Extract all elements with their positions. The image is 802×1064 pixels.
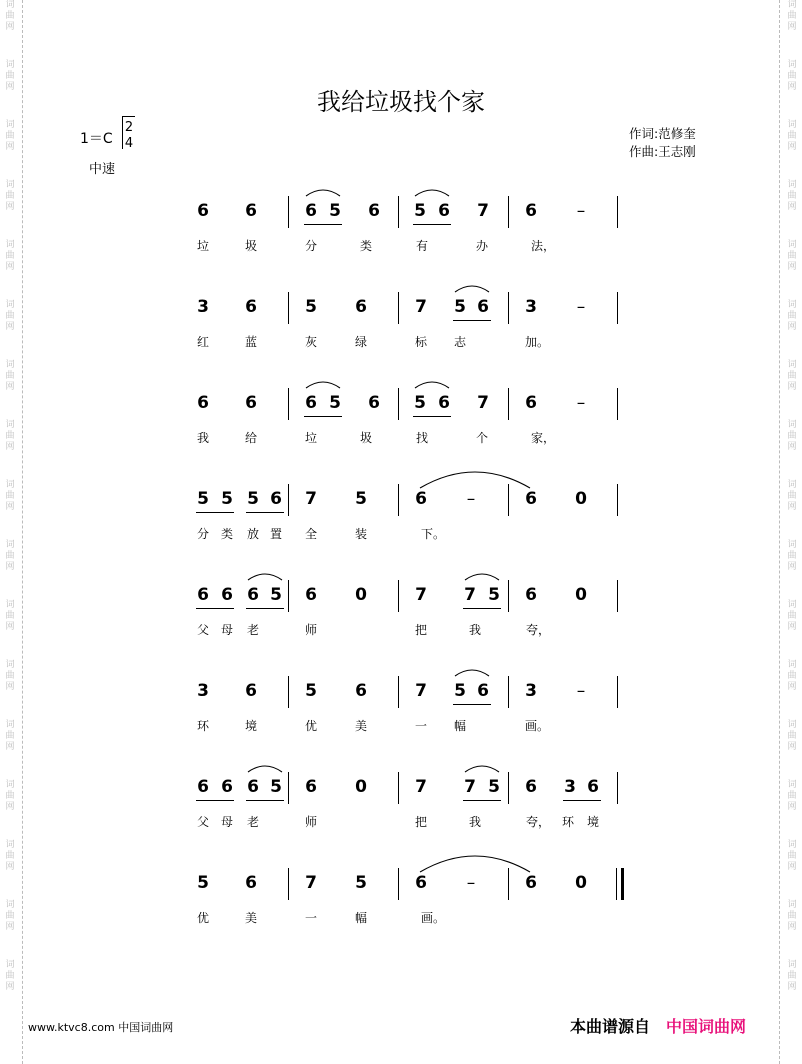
system-3 xyxy=(0,392,802,472)
lyric: 环 xyxy=(561,815,574,829)
note: 5 xyxy=(305,681,317,701)
note: 5 xyxy=(270,777,282,797)
barline xyxy=(288,676,289,708)
note: 5 xyxy=(355,873,367,893)
watermark-text: 词 曲 网 xyxy=(787,900,797,932)
note: 6 xyxy=(270,489,282,509)
note: 7 xyxy=(464,777,476,797)
lyric: 师 xyxy=(304,623,317,637)
underline xyxy=(246,608,284,609)
lyric: 境 xyxy=(244,719,257,733)
barline xyxy=(398,388,399,420)
note-dash: – xyxy=(576,201,586,221)
slur xyxy=(415,190,449,196)
lyric: 美 xyxy=(244,911,257,925)
note: 0 xyxy=(355,777,367,797)
underline xyxy=(453,704,491,705)
underline xyxy=(246,800,284,801)
barline xyxy=(617,292,618,324)
lyric: 圾 xyxy=(244,239,257,253)
underline xyxy=(304,224,342,225)
watermark-text: 词 曲 网 xyxy=(787,300,797,332)
lyric: 蓝 xyxy=(244,335,257,349)
barline xyxy=(508,580,509,612)
note: 7 xyxy=(464,585,476,605)
underline xyxy=(463,608,501,609)
watermark-text: 词 曲 网 xyxy=(787,960,797,992)
barline xyxy=(398,580,399,612)
note: 5 xyxy=(488,585,500,605)
watermark-text: 词 曲 网 xyxy=(787,420,797,452)
time-signature-bottom: 4 xyxy=(124,136,134,151)
slur xyxy=(306,382,340,388)
watermark-text: 词 曲 网 xyxy=(5,60,15,92)
note-dash: – xyxy=(576,393,586,413)
note: 6 xyxy=(587,777,599,797)
watermark-text: 词 曲 网 xyxy=(787,240,797,272)
lyric: 找 xyxy=(415,431,428,445)
underline xyxy=(304,416,342,417)
lyric: 父 xyxy=(196,815,209,829)
note: 0 xyxy=(575,489,587,509)
footer-source xyxy=(570,1014,746,1037)
note: 6 xyxy=(197,777,209,797)
lyric: 灰 xyxy=(304,335,317,349)
watermark-text: 词 曲 网 xyxy=(787,660,797,692)
system-6 xyxy=(0,680,802,760)
slur xyxy=(455,286,489,292)
system-7 xyxy=(0,776,802,856)
barline xyxy=(288,868,289,900)
lyric: 我 xyxy=(196,431,209,445)
note: 5 xyxy=(305,297,317,317)
watermark-text: 词 曲 网 xyxy=(5,300,15,332)
lyric: 全 xyxy=(304,527,317,541)
note: 5 xyxy=(355,489,367,509)
tie xyxy=(420,856,530,872)
watermark-text: 词 曲 网 xyxy=(787,480,797,512)
watermark-text: 词 曲 网 xyxy=(787,780,797,812)
barline xyxy=(508,292,509,324)
lyric: 下。 xyxy=(421,527,446,541)
composer-credit: 作曲:王志刚 xyxy=(629,144,696,159)
lyric: 幅 xyxy=(354,911,367,925)
barline xyxy=(398,676,399,708)
time-signature xyxy=(122,120,136,152)
note: 5 xyxy=(197,873,209,893)
note: 7 xyxy=(477,393,489,413)
barline xyxy=(288,772,289,804)
barline xyxy=(617,388,618,420)
underline xyxy=(246,512,284,513)
lyric: 一 xyxy=(414,719,427,733)
lyric: 办 xyxy=(475,239,488,253)
note: 6 xyxy=(221,777,233,797)
note: 7 xyxy=(415,585,427,605)
barline xyxy=(508,388,509,420)
watermark-text: 词 曲 网 xyxy=(5,360,15,392)
note: 6 xyxy=(245,681,257,701)
barline xyxy=(288,388,289,420)
lyric: 母 xyxy=(220,815,233,829)
underline xyxy=(413,224,451,225)
barline xyxy=(288,196,289,228)
note: 7 xyxy=(305,873,317,893)
note: 5 xyxy=(414,201,426,221)
underline xyxy=(463,800,501,801)
note: 6 xyxy=(477,681,489,701)
watermark-text: 词 曲 网 xyxy=(5,900,15,932)
lyric: 分 xyxy=(304,239,317,253)
note: 5 xyxy=(488,777,500,797)
note: 3 xyxy=(525,681,537,701)
barline xyxy=(617,580,618,612)
lyric: 圾 xyxy=(359,431,372,445)
note: 6 xyxy=(525,489,537,509)
watermark-text: 词 曲 网 xyxy=(5,720,15,752)
key-signature: 1＝C xyxy=(80,131,113,147)
barline xyxy=(508,196,509,228)
note: 6 xyxy=(415,873,427,893)
system-2 xyxy=(0,296,802,376)
lyric: 父 xyxy=(196,623,209,637)
lyric: 优 xyxy=(304,719,317,733)
slur xyxy=(415,382,449,388)
note: 7 xyxy=(415,777,427,797)
barline xyxy=(288,484,289,516)
underline xyxy=(196,608,234,609)
barline xyxy=(398,292,399,324)
lyric: 标 xyxy=(414,335,427,349)
watermark-text: 词 曲 网 xyxy=(5,120,15,152)
watermark-text: 词 曲 网 xyxy=(787,600,797,632)
slur xyxy=(465,766,499,772)
slur xyxy=(465,574,499,580)
note: 6 xyxy=(247,777,259,797)
note: 0 xyxy=(575,873,587,893)
system-8 xyxy=(0,872,802,952)
barline xyxy=(398,772,399,804)
note: 5 xyxy=(414,393,426,413)
note: 5 xyxy=(454,297,466,317)
lyric: 给 xyxy=(244,431,257,445)
lyric: 绿 xyxy=(354,335,367,349)
watermark-text: 词 曲 网 xyxy=(787,840,797,872)
system-5 xyxy=(0,584,802,664)
time-signature-top: 2 xyxy=(124,120,134,135)
underline xyxy=(196,512,234,513)
watermark-text: 词 曲 网 xyxy=(5,660,15,692)
watermark-text: 词 曲 网 xyxy=(787,720,797,752)
note: 7 xyxy=(415,681,427,701)
watermark-text: 词 曲 网 xyxy=(5,180,15,212)
song-title: 我给垃圾找个家 xyxy=(317,88,485,116)
barline xyxy=(508,676,509,708)
note: 6 xyxy=(525,393,537,413)
note: 7 xyxy=(477,201,489,221)
note: 6 xyxy=(477,297,489,317)
note: 6 xyxy=(415,489,427,509)
lyric: 志 xyxy=(453,335,466,349)
footer-url: www.ktvc8.com 中国词曲网 xyxy=(28,1021,174,1034)
lyric: 老 xyxy=(246,815,259,829)
lyric: 我 xyxy=(468,815,481,829)
lyric: 老 xyxy=(246,623,259,637)
barline xyxy=(617,676,618,708)
watermark-text: 词 曲 网 xyxy=(5,480,15,512)
tie xyxy=(420,472,530,488)
underline xyxy=(563,800,601,801)
lyric: 美 xyxy=(354,719,367,733)
note: 6 xyxy=(197,585,209,605)
lyric: 置 xyxy=(269,527,282,541)
lyric: 法， xyxy=(531,239,556,253)
note: 6 xyxy=(368,393,380,413)
barline xyxy=(508,484,509,516)
underline xyxy=(413,416,451,417)
lyric: 类 xyxy=(220,527,233,541)
note: 6 xyxy=(438,201,450,221)
note: 7 xyxy=(415,297,427,317)
lyric: 红 xyxy=(196,335,209,349)
lyric: 装 xyxy=(354,527,367,541)
note: 3 xyxy=(197,297,209,317)
lyric: 类 xyxy=(359,239,372,253)
note: 6 xyxy=(525,585,537,605)
note-dash: – xyxy=(466,873,476,893)
lyric: 境 xyxy=(586,815,599,829)
system-4 xyxy=(0,488,802,568)
note: 3 xyxy=(525,297,537,317)
lyric: 有 xyxy=(415,239,428,253)
tempo-marking: 中速 xyxy=(89,162,116,177)
note: 5 xyxy=(197,489,209,509)
note: 5 xyxy=(454,681,466,701)
lyric: 垃 xyxy=(196,239,209,253)
note: 6 xyxy=(305,777,317,797)
note: 6 xyxy=(245,297,257,317)
note: 5 xyxy=(247,489,259,509)
underline xyxy=(453,320,491,321)
slur xyxy=(306,190,340,196)
lyric: 个 xyxy=(475,431,488,445)
barline xyxy=(617,196,618,228)
final-barline xyxy=(616,868,624,900)
lyric: 优 xyxy=(196,911,209,925)
watermark-text: 词 曲 网 xyxy=(787,540,797,572)
lyric: 我 xyxy=(468,623,481,637)
watermark-text: 词 曲 网 xyxy=(5,420,15,452)
note: 6 xyxy=(355,297,367,317)
slur xyxy=(455,670,489,676)
lyric: 把 xyxy=(414,623,427,637)
note: 6 xyxy=(525,777,537,797)
lyric: 母 xyxy=(220,623,233,637)
note-dash: – xyxy=(576,297,586,317)
note: 6 xyxy=(247,585,259,605)
note: 6 xyxy=(368,201,380,221)
lyric: 分 xyxy=(196,527,209,541)
watermark-text: 词 曲 网 xyxy=(5,780,15,812)
slur xyxy=(248,766,282,772)
note: 5 xyxy=(221,489,233,509)
watermark-text: 词 曲 网 xyxy=(787,120,797,152)
barline xyxy=(617,484,618,516)
lyric: 师 xyxy=(304,815,317,829)
note: 6 xyxy=(525,873,537,893)
note: 6 xyxy=(305,201,317,221)
lyricist-credit: 作词:范修奎 xyxy=(629,126,696,141)
barline xyxy=(508,772,509,804)
lyric: 夸， xyxy=(526,623,551,637)
note: 6 xyxy=(305,585,317,605)
barline xyxy=(288,292,289,324)
watermark-text: 词 曲 网 xyxy=(5,0,15,32)
watermark-text: 词 曲 网 xyxy=(787,180,797,212)
note: 0 xyxy=(575,585,587,605)
note: 6 xyxy=(525,201,537,221)
lyric: 环 xyxy=(196,719,209,733)
note: 6 xyxy=(438,393,450,413)
note-dash: – xyxy=(576,681,586,701)
barline xyxy=(398,484,399,516)
lyric: 幅 xyxy=(453,719,466,733)
watermark-text: 词 曲 网 xyxy=(5,600,15,632)
note: 3 xyxy=(564,777,576,797)
lyric: 画。 xyxy=(421,911,446,925)
note-dash: – xyxy=(466,489,476,509)
note: 6 xyxy=(245,393,257,413)
note: 6 xyxy=(305,393,317,413)
note: 5 xyxy=(329,393,341,413)
barline xyxy=(288,580,289,612)
credits xyxy=(629,125,696,161)
note: 6 xyxy=(245,201,257,221)
note: 5 xyxy=(270,585,282,605)
barline xyxy=(508,868,509,900)
barline xyxy=(398,196,399,228)
note: 5 xyxy=(329,201,341,221)
lyric: 加。 xyxy=(525,335,550,349)
underline xyxy=(196,800,234,801)
note: 6 xyxy=(221,585,233,605)
watermark-text: 词 曲 网 xyxy=(5,240,15,272)
watermark-text: 词 曲 网 xyxy=(5,840,15,872)
lyric: 夸， xyxy=(526,815,551,829)
footer-source-label: 本曲谱源自 xyxy=(570,1017,651,1036)
watermark-text: 词 曲 网 xyxy=(787,60,797,92)
lyric: 家， xyxy=(531,431,556,445)
note: 3 xyxy=(197,681,209,701)
slur xyxy=(248,574,282,580)
lyric: 垃 xyxy=(304,431,317,445)
watermark-text: 词 曲 网 xyxy=(5,960,15,992)
watermark-text: 词 曲 网 xyxy=(787,360,797,392)
note: 7 xyxy=(305,489,317,509)
note: 6 xyxy=(355,681,367,701)
lyric: 放 xyxy=(246,527,259,541)
footer-brand: 中国词曲网 xyxy=(666,1017,747,1036)
barline xyxy=(617,772,618,804)
lyric: 把 xyxy=(414,815,427,829)
note: 6 xyxy=(197,393,209,413)
watermark-text: 词 曲 网 xyxy=(787,0,797,32)
watermark-text: 词 曲 网 xyxy=(5,540,15,572)
note: 6 xyxy=(245,873,257,893)
lyric: 画。 xyxy=(525,719,550,733)
note: 6 xyxy=(197,201,209,221)
note: 0 xyxy=(355,585,367,605)
barline xyxy=(398,868,399,900)
lyric: 一 xyxy=(304,911,317,925)
system-1 xyxy=(0,200,802,280)
